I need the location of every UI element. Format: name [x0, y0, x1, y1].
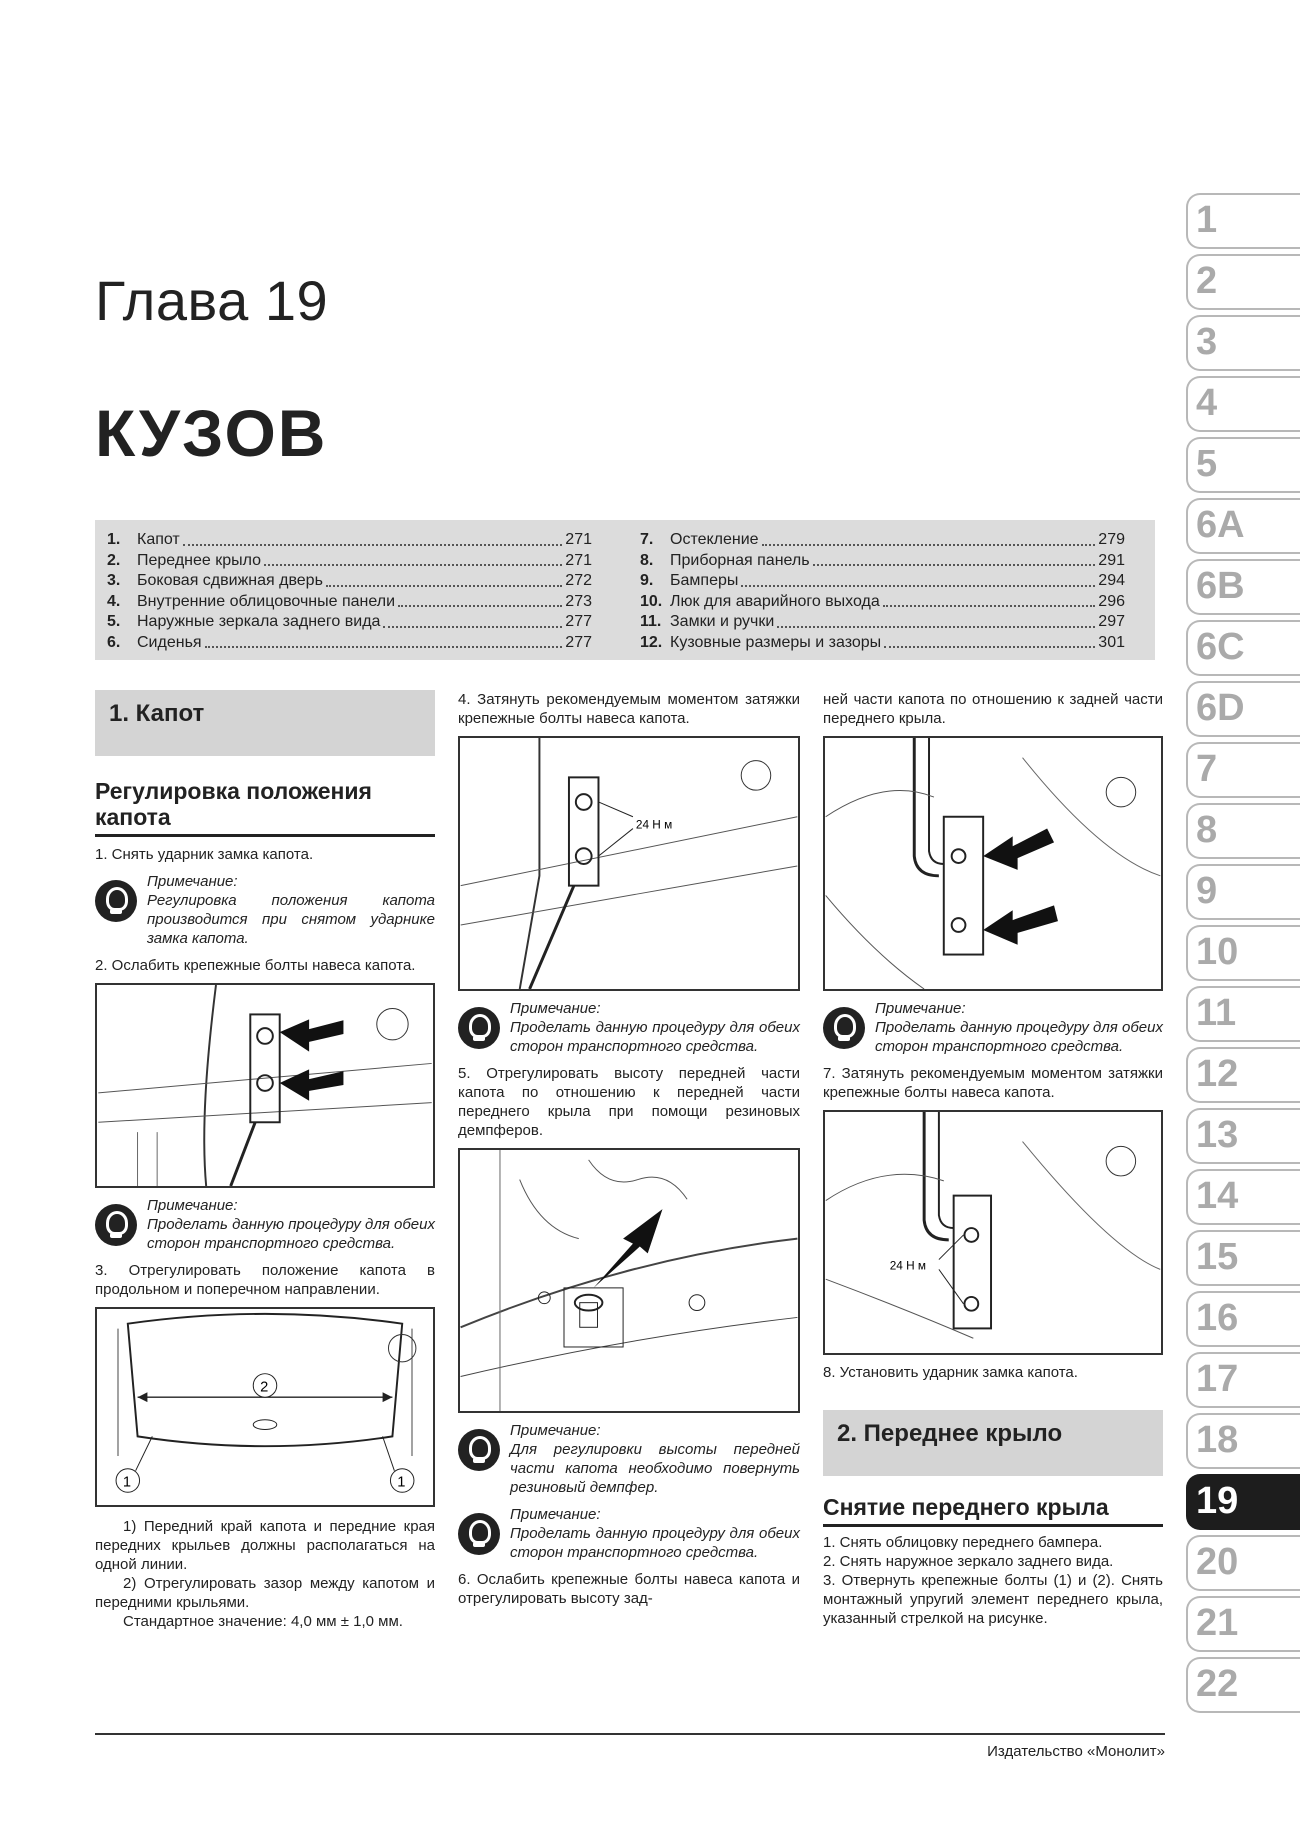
toc-number: 9.	[640, 572, 654, 589]
chapter-tab[interactable]: 8	[1186, 803, 1300, 859]
note-1	[95, 872, 435, 948]
toc-page: 296	[1098, 592, 1125, 610]
toc-number: 5.	[107, 613, 121, 630]
note-5	[458, 1505, 800, 1562]
lightbulb-icon	[95, 880, 137, 922]
toc-page: 294	[1098, 572, 1125, 589]
step-5: 5. Отрегулировать высоту передней части капота по отношению к передней части переднего крыла при помощи резиновых демпферов.	[458, 1065, 800, 1139]
toc-title: Переднее крыло	[137, 551, 262, 569]
toc-number: 7.	[640, 531, 654, 548]
chapter-tab[interactable]: 15	[1186, 1230, 1300, 1286]
chapter-tab[interactable]: 9	[1186, 864, 1300, 920]
toc-leader	[205, 633, 563, 649]
section-heading-front-fender: 2. Переднее крыло	[823, 1410, 1163, 1476]
lightbulb-icon	[823, 1007, 865, 1049]
chapter-tabs	[1186, 193, 1300, 1718]
chapter-tab[interactable]: 6D	[1186, 681, 1300, 737]
chapter-tab[interactable]: 10	[1186, 925, 1300, 981]
chapter-label: Глава 19	[95, 269, 329, 332]
fender-step-1: 1. Снять облицовку переднего бампера.	[823, 1534, 1103, 1551]
chapter-tab[interactable]: 17	[1186, 1352, 1300, 1408]
rear-hinge-torque-illustration	[825, 1112, 1161, 1353]
note-title: Примечание:	[875, 1000, 966, 1017]
chapter-tab[interactable]: 2	[1186, 254, 1300, 310]
toc-title: Капот	[137, 531, 180, 548]
note-text: Проделать данную процедуру для обеих сторон транспортного средства.	[875, 1019, 1163, 1055]
toc-number: 2.	[107, 551, 121, 569]
rear-hinge-illustration	[825, 738, 1161, 989]
step-2: 2. Ослабить крепежные болты навеса капота.	[95, 957, 416, 974]
lightbulb-icon	[458, 1007, 500, 1049]
note-title: Примечание:	[510, 1506, 601, 1523]
figure-rear-hinge	[823, 736, 1163, 991]
toc-page: 273	[565, 592, 592, 610]
toc-leader	[326, 571, 562, 587]
chapter-tab[interactable]: 12	[1186, 1047, 1300, 1103]
note-title: Примечание:	[510, 1000, 601, 1017]
note-text: Проделать данную процедуру для обеих сторон транспортного средства.	[147, 1216, 435, 1252]
note-2	[95, 1196, 435, 1253]
chapter-tab[interactable]: 1	[1186, 193, 1300, 249]
column-3	[823, 690, 1163, 1628]
chapter-tab[interactable]: 13	[1186, 1108, 1300, 1164]
chapter-tab[interactable]: 3	[1186, 315, 1300, 371]
toc-title: Остекление	[670, 531, 759, 548]
step-7: 7. Затянуть рекомендуемым моментом затяжки крепежные болты навеса капота.	[823, 1065, 1163, 1101]
toc-entry	[107, 571, 592, 592]
figure-hinge-bolts	[95, 983, 435, 1188]
toc-page: 271	[565, 551, 592, 569]
chapter-tab[interactable]: 6C	[1186, 620, 1300, 676]
hood-alignment-illustration	[97, 1309, 433, 1505]
toc-entry	[640, 592, 1125, 613]
note-text: Для регулировки высоты передней части капота необходимо повернуть резиновый демпфер.	[510, 1441, 800, 1496]
toc-number: 6.	[107, 633, 121, 651]
toc-title: Наружные зеркала заднего вида	[137, 613, 381, 630]
figure-rear-hinge-torque	[823, 1110, 1163, 1355]
fig-label-1b: 1	[397, 1474, 406, 1491]
toc-leader	[883, 592, 1096, 608]
step-8: 8. Установить ударник замка капота.	[823, 1364, 1078, 1381]
toc-title: Замки и ручки	[670, 613, 775, 630]
toc-page: 271	[565, 531, 592, 548]
chapter-tab[interactable]: 4	[1186, 376, 1300, 432]
note-title: Примечание:	[147, 873, 238, 890]
toc-title: Кузовные размеры и зазоры	[670, 633, 882, 651]
fig-label-2: 2	[260, 1379, 269, 1396]
torque-hinge-illustration	[460, 738, 798, 989]
note-6	[823, 999, 1163, 1056]
figure-torque-hinge	[458, 736, 800, 991]
note-3	[458, 999, 800, 1056]
toc-entry	[107, 551, 592, 572]
note-title: Примечание:	[147, 1197, 238, 1214]
toc-page: 301	[1098, 633, 1125, 651]
lightbulb-icon	[95, 1204, 137, 1246]
toc-leader	[777, 612, 1095, 628]
lightbulb-icon	[458, 1513, 500, 1555]
torque-label: 24 Н м	[889, 1258, 927, 1273]
caption-3: Стандартное значение: 4,0 мм ± 1,0 мм.	[123, 1613, 403, 1630]
toc-number: 3.	[107, 572, 121, 589]
step-3: 3. Отрегулировать положение капота в продольном и поперечном направлении.	[95, 1262, 435, 1298]
chapter-tab[interactable]: 19	[1186, 1474, 1300, 1530]
toc-page: 297	[1098, 613, 1125, 630]
fig-label-1a: 1	[122, 1474, 132, 1491]
step-6-continued: ней части капота по отношению к задней части переднего крыла.	[823, 691, 1163, 727]
fender-step-2: 2. Снять наружное зеркало заднего вида.	[823, 1553, 1114, 1570]
subhead-fender-removal: Снятие переднего крыла	[823, 1494, 1163, 1527]
toc-number: 4.	[107, 592, 121, 610]
toc-number: 10.	[640, 592, 663, 610]
figure-hood-alignment	[95, 1307, 435, 1507]
toc-number: 1.	[107, 531, 121, 548]
publisher-footer: Издательство «Монолит»	[987, 1743, 1165, 1760]
toc-entry	[640, 612, 1125, 633]
chapter-tab[interactable]: 7	[1186, 742, 1300, 798]
table-of-contents	[95, 520, 1155, 660]
chapter-tab[interactable]: 18	[1186, 1413, 1300, 1469]
toc-leader	[264, 551, 562, 567]
figure-rubber-damper	[458, 1148, 800, 1413]
footer-rule	[95, 1733, 1165, 1735]
toc-page: 279	[1098, 531, 1125, 548]
toc-page: 291	[1098, 551, 1125, 569]
toc-entry	[640, 551, 1125, 572]
rubber-damper-illustration	[460, 1150, 798, 1411]
chapter-tab[interactable]: 16	[1186, 1291, 1300, 1347]
toc-title: Боковая сдвижная дверь	[137, 572, 323, 589]
toc-title: Сиденья	[137, 633, 202, 651]
note-text: Проделать данную процедуру для обеих сторон транспортного средства.	[510, 1019, 800, 1055]
toc-title: Приборная панель	[670, 551, 810, 569]
note-4	[458, 1421, 800, 1497]
lightbulb-icon	[458, 1429, 500, 1471]
section-heading-hood: 1. Капот	[95, 690, 435, 756]
column-2	[458, 690, 800, 1616]
chapter-tab[interactable]: 6B	[1186, 559, 1300, 615]
chapter-title: КУЗОВ	[95, 396, 328, 470]
toc-entry	[640, 571, 1125, 592]
hinge-illustration	[97, 985, 433, 1186]
chapter-tab[interactable]: 22	[1186, 1657, 1300, 1713]
caption-1: 1) Передний край капота и передние края передних крыльев должны располагаться на одной линии.	[95, 1518, 435, 1573]
chapter-tab[interactable]: 20	[1186, 1535, 1300, 1591]
chapter-tab[interactable]: 11	[1186, 986, 1300, 1042]
toc-entry	[107, 592, 592, 613]
chapter-tab[interactable]: 14	[1186, 1169, 1300, 1225]
torque-label: 24 Н м	[635, 817, 673, 832]
toc-entry	[107, 612, 592, 633]
caption-2: 2) Отрегулировать зазор между капотом и передними крыльями.	[95, 1575, 435, 1611]
toc-page: 277	[565, 613, 592, 630]
toc-number: 11.	[640, 613, 662, 630]
chapter-tab[interactable]: 5	[1186, 437, 1300, 493]
step-4: 4. Затянуть рекомендуемым моментом затяжки крепежные болты навеса капота.	[458, 691, 800, 727]
step-6: 6. Ослабить крепежные болты навеса капота и отрегулировать высоту зад-	[458, 1571, 800, 1607]
toc-leader	[741, 571, 1095, 587]
toc-leader	[762, 530, 1096, 546]
subhead-hood-adjustment: Регулировка положения капота	[95, 778, 435, 837]
toc-leader	[383, 612, 562, 628]
toc-entry	[640, 633, 1125, 654]
note-text: Регулировка положения капота производится при снятом ударнике замка капота.	[147, 892, 435, 947]
toc-entry	[640, 530, 1125, 551]
column-1	[95, 690, 435, 1631]
toc-entry	[107, 530, 592, 551]
step-1: 1. Снять ударник замка капота.	[95, 846, 314, 863]
toc-number: 12.	[640, 633, 663, 651]
note-title: Примечание:	[510, 1422, 601, 1439]
toc-leader	[183, 530, 563, 546]
toc-column-right	[640, 530, 1125, 653]
toc-page: 277	[565, 633, 592, 651]
toc-column-left	[107, 530, 592, 653]
toc-number: 8.	[640, 551, 654, 569]
toc-leader	[884, 633, 1095, 649]
chapter-tab[interactable]: 6A	[1186, 498, 1300, 554]
toc-title: Внутренние облицовочные панели	[137, 592, 396, 610]
toc-entry	[107, 633, 592, 654]
toc-title: Люк для аварийного выхода	[670, 592, 880, 610]
fender-step-3: 3. Отвернуть крепежные болты (1) и (2). Снять монтажный упругий элемент переднего крыла, указанный стрелкой на рисунке.	[823, 1572, 1163, 1627]
toc-page: 272	[565, 572, 592, 589]
note-text: Проделать данную процедуру для обеих сторон транспортного средства.	[510, 1525, 800, 1561]
toc-title: Бамперы	[670, 572, 739, 589]
chapter-tab[interactable]: 21	[1186, 1596, 1300, 1652]
toc-leader	[813, 551, 1096, 567]
toc-leader	[398, 592, 562, 608]
